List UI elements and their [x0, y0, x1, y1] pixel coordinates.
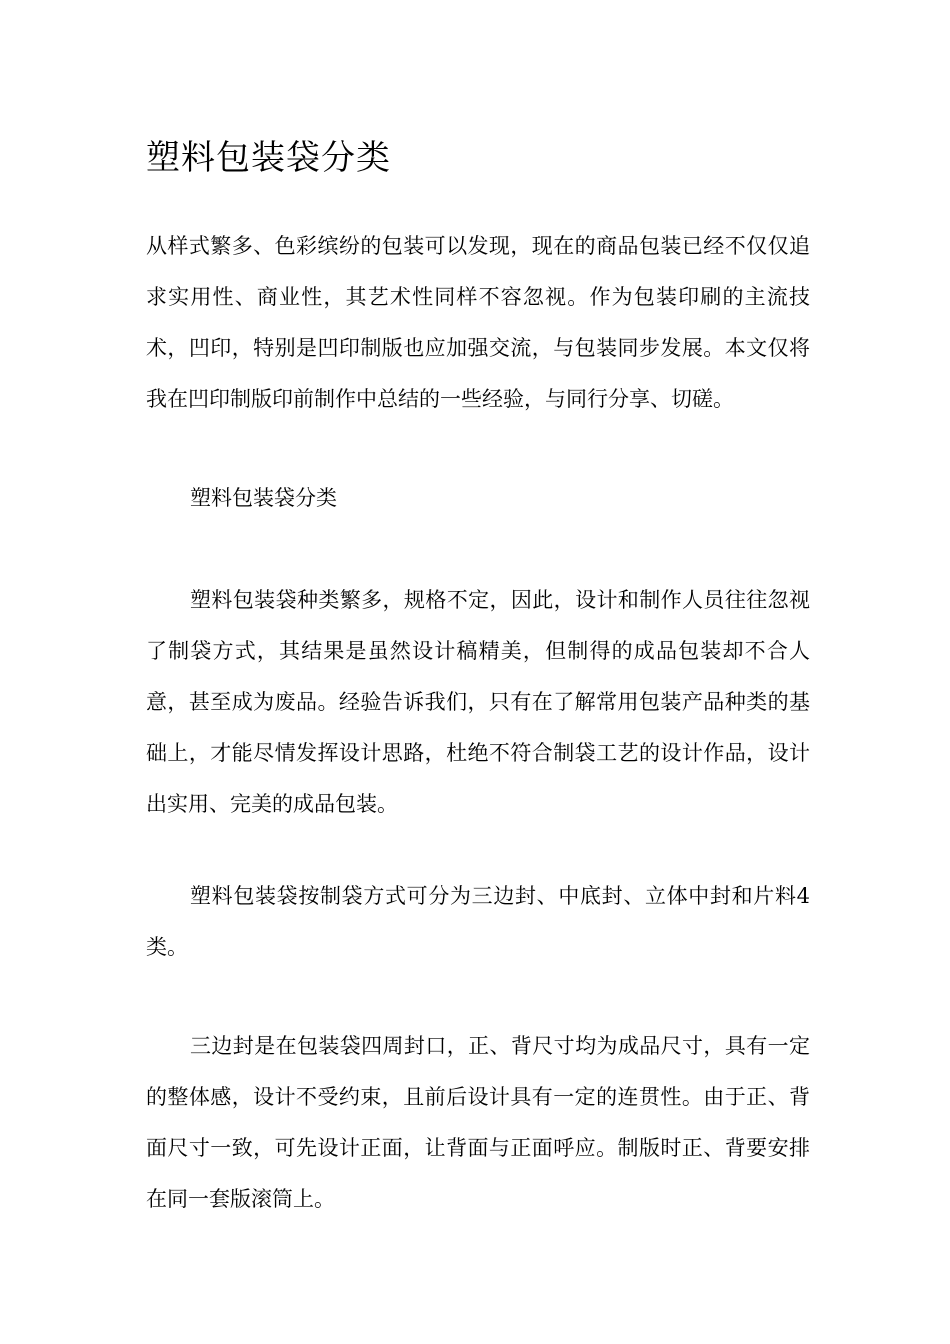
body-paragraph: 塑料包装袋种类繁多，规格不定，因此，设计和制作人员往往忽视了制袋方式，其结果是虽然设计稿精美，但制得的成品包装却不合人意，甚至成为废品。经验告诉我们，只有在了解常用包装产品种类的基础上，才能尽情发挥设计思路，杜绝不符合制袋工艺的设计作品，设计出实用、完美的成品包装。	[146, 588, 810, 816]
intro-paragraph: 从样式繁多、色彩缤纷的包装可以发现，现在的商品包装已经不仅仅追求实用性、商业性，其艺术性同样不容忽视。作为包装印刷的主流技术，凹印，特别是凹印制版也应加强交流，与包装同步发展。本文仅将我在凹印制版印前制作中总结的一些经验，与同行分享、切磋。	[146, 234, 810, 411]
body-paragraph: 塑料包装袋按制袋方式可分为三边封、中底封、立体中封和片料4类。	[146, 884, 810, 959]
section-heading: 塑料包装袋分类	[190, 486, 337, 510]
body-paragraph: 三边封是在包装袋四周封口，正、背尺寸均为成品尺寸，具有一定的整体感，设计不受约束，且前后设计具有一定的连贯性。由于正、背面尺寸一致，可先设计正面，让背面与正面呼应。制版时正、背要安排在同一套版滚筒上。	[146, 1034, 810, 1211]
document-title: 塑料包装袋分类	[146, 138, 391, 178]
